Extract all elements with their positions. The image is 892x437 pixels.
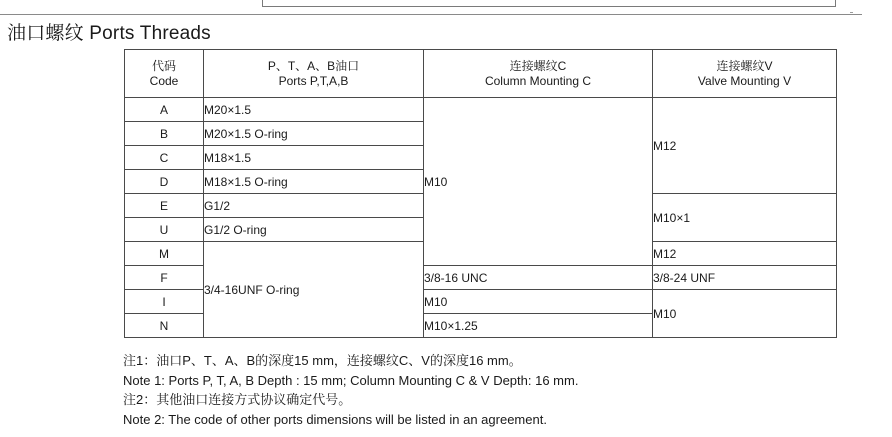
header-code-zh: 代码: [151, 58, 176, 73]
section-title: 油口螺纹 Ports Threads: [7, 23, 211, 44]
code-cell: C: [125, 146, 204, 170]
top-frame-border: [262, 0, 836, 7]
ports-cell: G1/2: [204, 194, 424, 218]
valve-mounting-cell: 3/8-24 UNF: [653, 266, 837, 290]
ports-cell: M20×1.5: [204, 98, 424, 122]
code-cell: I: [125, 290, 204, 314]
header-valve-mounting-zh: 连接螺纹V: [716, 58, 773, 73]
edge-mark: [850, 12, 853, 13]
header-ports: [204, 50, 424, 98]
code-cell: B: [125, 122, 204, 146]
table-header-row: [125, 50, 837, 98]
header-code-en: Code: [149, 73, 179, 88]
column-mounting-cell: 3/8-16 UNC: [424, 266, 653, 290]
note-2-zh: 注2：其他油口连接方式协议确定代号。: [123, 392, 352, 407]
code-cell: U: [125, 218, 204, 242]
valve-mounting-cell: M12: [653, 98, 837, 194]
ports-cell: M20×1.5 O-ring: [204, 122, 424, 146]
ports-cell: M18×1.5 O-ring: [204, 170, 424, 194]
ports-cell: G1/2 O-ring: [204, 218, 424, 242]
column-mounting-cell: M10: [424, 290, 653, 314]
note-1-en: Note 1: Ports P, T, A, B Depth : 15 mm; Column Mounting C & V Depth: 16 mm.: [123, 372, 579, 388]
header-code: [125, 50, 204, 98]
code-cell: D: [125, 170, 204, 194]
code-cell: F: [125, 266, 204, 290]
header-column-mounting-en: Column Mounting C: [484, 73, 592, 88]
ports-threads-table: [124, 49, 837, 338]
note-2-en: Note 2: The code of other ports dimensions will be listed in an agreement.: [123, 411, 547, 427]
header-ports-zh: P、T、A、B油口: [267, 58, 360, 73]
code-cell: N: [125, 314, 204, 338]
header-column-mounting: [424, 50, 653, 98]
header-valve-mounting: [653, 50, 837, 98]
valve-mounting-cell: M10: [653, 290, 837, 338]
header-column-mounting-zh: 连接螺纹C: [509, 58, 567, 73]
code-cell: M: [125, 242, 204, 266]
top-divider: [0, 14, 862, 15]
table-row: [125, 98, 837, 122]
column-mounting-cell: M10×1.25: [424, 314, 653, 338]
notes: [123, 351, 578, 429]
header-valve-mounting-en: Valve Mounting V: [697, 73, 792, 88]
note-1-zh: 注1：油口P、T、A、B的深度15 mm，连接螺纹C、V的深度16 mm。: [123, 353, 522, 368]
ports-cell: 3/4-16UNF O-ring: [204, 242, 424, 338]
valve-mounting-cell: M10×1: [653, 194, 837, 242]
column-mounting-cell: M10: [424, 98, 653, 266]
valve-mounting-cell: M12: [653, 242, 837, 266]
header-ports-en: Ports P,T,A,B: [278, 73, 349, 88]
code-cell: A: [125, 98, 204, 122]
ports-cell: M18×1.5: [204, 146, 424, 170]
code-cell: E: [125, 194, 204, 218]
